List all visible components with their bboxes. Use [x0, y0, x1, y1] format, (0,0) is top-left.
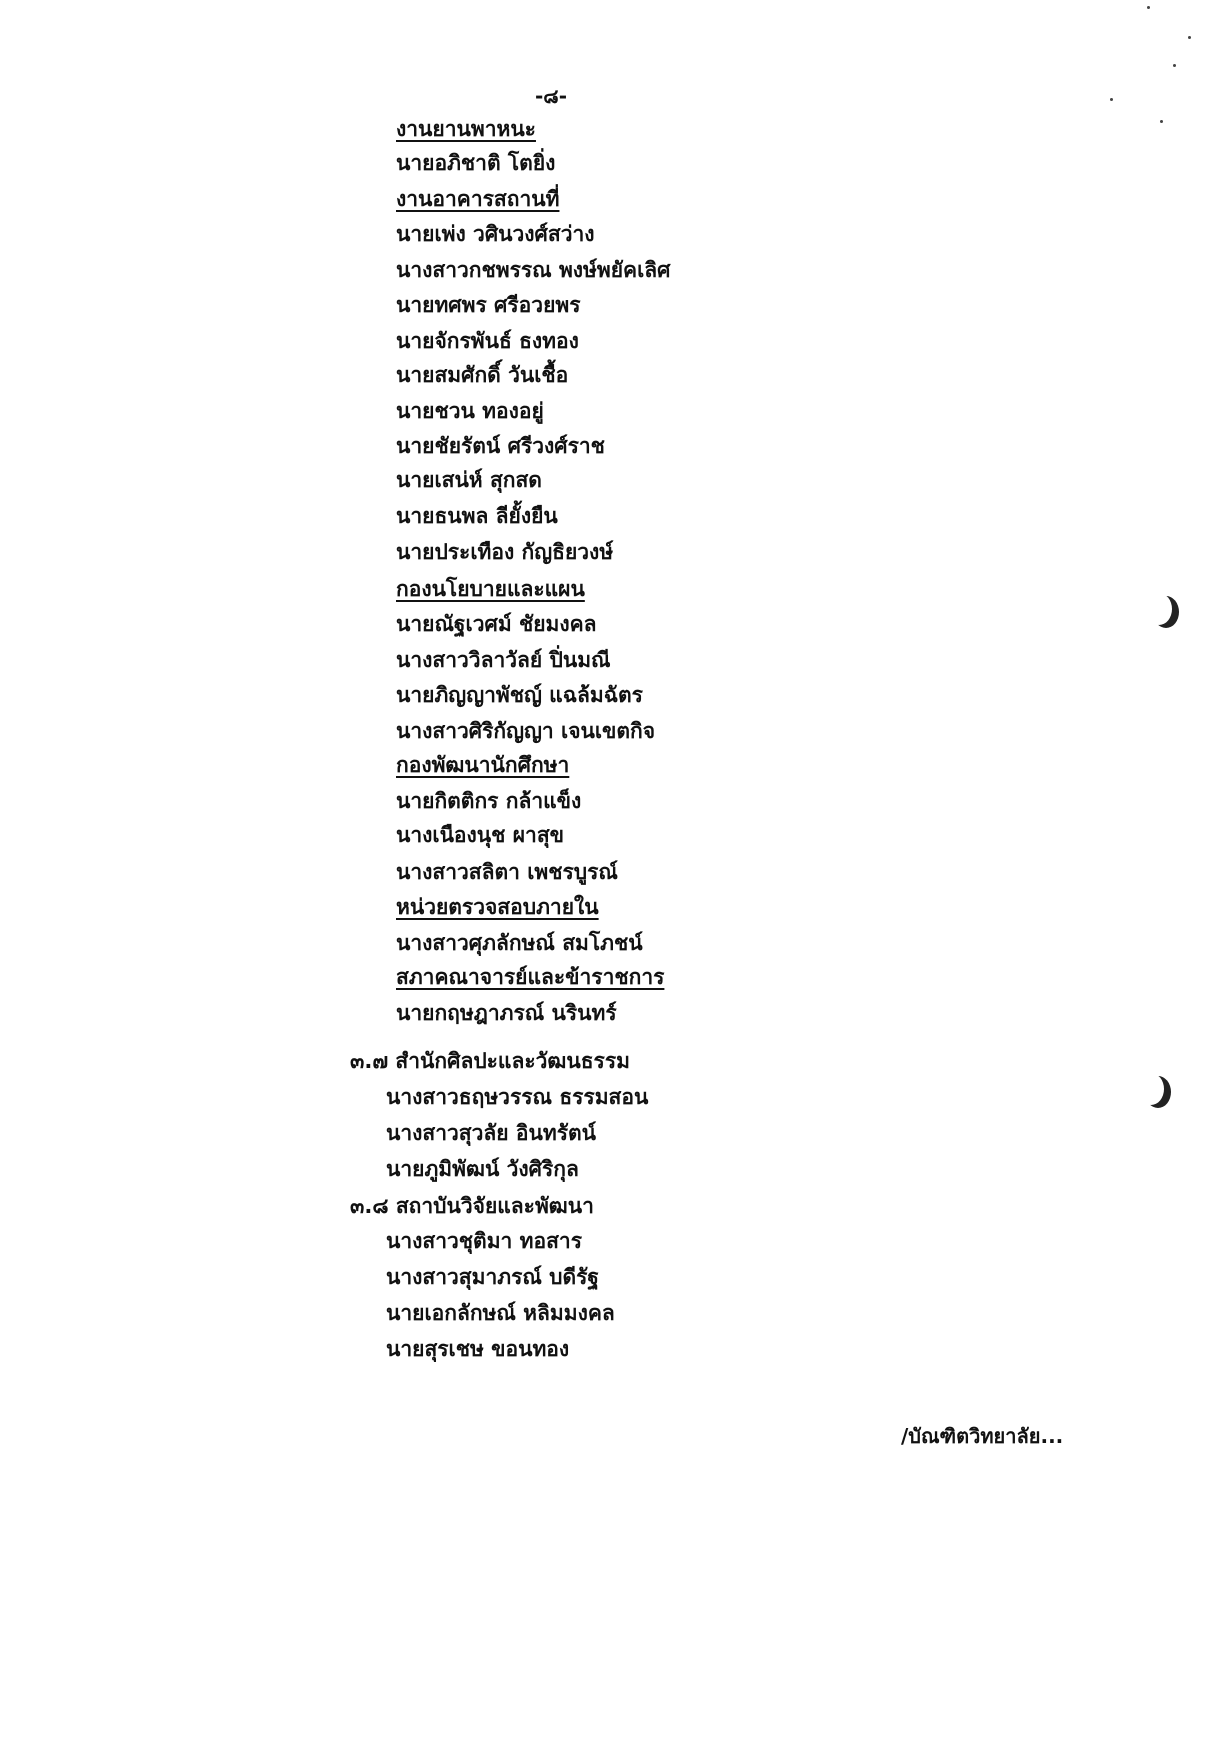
scan-speck — [1173, 64, 1176, 67]
staff-name: นายณัฐเวศม์ ชัยมงคล — [396, 612, 597, 636]
staff-name: นายจักรพันธ์ ธงทอง — [396, 329, 579, 353]
staff-name: นายชัยรัตน์ ศรีวงศ์ราช — [396, 434, 605, 458]
staff-name: นายกิตติกร กล้าแข็ง — [396, 789, 582, 813]
scan-speck — [1188, 36, 1191, 39]
staff-name: นายเสน่ห์ สุกสด — [396, 468, 542, 492]
scan-mark-crescent — [1146, 593, 1172, 625]
staff-name: นางสาวสลิตา เพชรบูรณ์ — [396, 860, 618, 884]
staff-name: นายกฤษฎาภรณ์ นรินทร์ — [396, 1001, 617, 1025]
staff-name: นางสาวชุติมา ทอสาร — [386, 1229, 582, 1253]
staff-name: นายเอกลักษณ์ หลิมมงคล — [386, 1301, 615, 1325]
section-heading: หน่วยตรวจสอบภายใน — [396, 895, 599, 919]
staff-name: นายเพ่ง วศินวงศ์สว่าง — [396, 222, 595, 246]
scan-speck — [1160, 120, 1163, 123]
section-heading: สภาคณาจารย์และข้าราชการ — [396, 965, 665, 989]
page-number: -๘- — [535, 84, 568, 108]
staff-name: นางเนืองนุช ผาสุข — [396, 823, 564, 847]
staff-name: นางสาวสุมาภรณ์ บดีรัฐ — [386, 1265, 600, 1289]
section-heading: กองนโยบายและแผน — [396, 577, 585, 601]
section-heading: กองพัฒนานักศึกษา — [396, 753, 570, 777]
scan-speck — [1147, 6, 1150, 9]
staff-name: นางสาวกชพรรณ พงษ์พยัคเลิศ — [396, 258, 671, 282]
staff-name: นางสาวธฤษวรรณ ธรรมสอน — [386, 1085, 649, 1109]
staff-name: นายภูมิพัฒน์ วังศิริกุล — [386, 1157, 579, 1181]
scan-mark-crescent — [1138, 1073, 1164, 1105]
scan-speck — [1110, 98, 1113, 101]
staff-name: นายทศพร ศรีอวยพร — [396, 293, 581, 317]
staff-name: นายอภิชาติ โตยิ่ง — [396, 151, 556, 175]
section-heading: งานยานพาหนะ — [396, 117, 536, 141]
staff-name: นายประเทือง กัญธิยวงษ์ — [396, 540, 614, 564]
staff-name: นายชวน ทองอยู่ — [396, 399, 544, 423]
section-heading: งานอาคารสถานที่ — [396, 187, 560, 211]
staff-name: นายสมศักดิ์ วันเชื้อ — [396, 363, 569, 387]
staff-name: นายสุรเชษ ขอนทอง — [386, 1337, 570, 1361]
continuation-note: /บัณฑิตวิทยาลัย... — [901, 1424, 1064, 1448]
staff-name: นางสาวศิริกัญญา เจนเขตกิจ — [396, 719, 656, 743]
staff-name: นางสาวศุภลักษณ์ สมโภชน์ — [396, 931, 643, 955]
staff-name: นายธนพล ลียั้งยืน — [396, 504, 558, 528]
numbered-section-title: ๓.๗ สำนักศิลปะและวัฒนธรรม — [350, 1049, 630, 1073]
staff-name: นางสาวสุวลัย อินทรัตน์ — [386, 1121, 596, 1145]
staff-name: นางสาววิลาวัลย์ ปิ่นมณี — [396, 648, 611, 672]
numbered-section-title: ๓.๘ สถาบันวิจัยและพัฒนา — [350, 1194, 594, 1218]
staff-name: นายภิญญาพัชญ์ แฉล้มฉัตร — [396, 683, 643, 707]
